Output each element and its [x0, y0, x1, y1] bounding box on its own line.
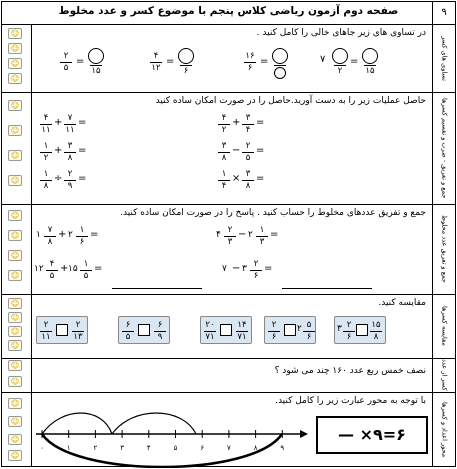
fraction: ۱ ۶ [76, 226, 88, 247]
whole-number: ۴ [216, 230, 221, 240]
smiley-icon: ☺ [8, 100, 22, 111]
smiley-icon: ☺ [8, 250, 22, 261]
fraction: ۷ ۸ [44, 226, 56, 247]
operator: + [58, 229, 67, 240]
operator: + [54, 117, 63, 128]
tick-label: ۵ [173, 444, 178, 452]
whole-number: ۲ [68, 230, 73, 240]
fraction: ۲ ۱۱ [41, 320, 51, 342]
smiley-icon: ☺ [8, 125, 22, 136]
section-instruction: حاصل عملیات زیر را به دست آورید.حاصل را در صورت امکان ساده کنید [155, 96, 426, 106]
equals-sign: = [78, 117, 87, 128]
section-number-line [32, 392, 432, 468]
tick-label: ۸ [253, 444, 258, 452]
header [2, 2, 455, 25]
fraction: ۴ ۱۱ [41, 113, 51, 135]
fraction: ۱۵ [362, 48, 378, 76]
blank-circle[interactable] [362, 48, 378, 64]
topic-label: مقایسه کسرها [440, 306, 449, 346]
smiley-icon: ☺ [8, 210, 22, 221]
fraction: ۵ ۶ [303, 321, 315, 342]
compare-box [200, 316, 252, 344]
operator: × [232, 173, 241, 184]
fraction: ۲ ۶ [343, 321, 355, 342]
topic-label: محور اعداد و کسرها [440, 402, 449, 458]
fraction: ۷ ۱۱ [65, 113, 75, 135]
smiley-icon: ☺ [8, 150, 22, 161]
fraction: ۳ ۴ [242, 114, 254, 135]
fraction: ۶ ۹ [154, 321, 166, 342]
tick-label: ۴ [146, 444, 151, 452]
fraction: ۱ ۸ [40, 170, 52, 191]
blank-circle[interactable] [274, 67, 286, 79]
section-instruction: نصف خمس ربع عدد ۱۶۰ چند می شود ؟ [274, 366, 426, 376]
blank-circle[interactable] [178, 48, 194, 64]
section-equalities [32, 24, 432, 93]
equals-sign: = [256, 117, 265, 128]
rating-column [2, 24, 32, 466]
page-title: صفحه دوم آزمون ریاضی کلاس پنجم با موضوع کسر و عدد مخلوط [58, 5, 399, 17]
divider-line [282, 288, 372, 289]
compare-box [334, 316, 386, 344]
whole-number: ۱ [36, 230, 41, 240]
blank-circle[interactable] [272, 48, 288, 64]
whole-number: ۱۲ [34, 264, 44, 274]
equals-sign: = [78, 145, 87, 156]
operator: + [54, 145, 63, 156]
arrow-head-icon [300, 430, 308, 438]
equals-sign: = [350, 56, 359, 67]
topic-cell [433, 24, 455, 93]
smiley-icon: ☺ [8, 326, 22, 337]
tick-label: ۳ [120, 444, 124, 452]
fraction: ۲ ۹ [64, 170, 76, 191]
fraction: ۱۶ ۶ [245, 51, 255, 73]
worksheet [1, 1, 456, 467]
equals-sign: = [78, 173, 87, 184]
smiley-icon: ☺ [8, 270, 22, 281]
whole-number: ۳ [337, 324, 342, 334]
whole-number: ۱۵ [68, 264, 78, 274]
section-instruction: مقایسه کنید. [378, 298, 426, 308]
compare-blank[interactable] [356, 324, 368, 336]
section-operations [32, 92, 432, 205]
equals-sign: = [76, 56, 85, 67]
compare-blank[interactable] [220, 324, 232, 336]
fraction: ۳ ۸ [64, 142, 76, 163]
fraction: ۲۰ ۷۱ [205, 320, 215, 342]
rating-row-2 [2, 92, 31, 205]
fraction: ۲ [332, 48, 348, 76]
smiley-icon: ☺ [8, 416, 22, 427]
operator: ÷ [54, 173, 63, 184]
equals-sign: = [256, 173, 265, 184]
tick-label: ۶ [200, 444, 205, 452]
topic-cell [433, 358, 455, 393]
equals-sign: = [256, 145, 265, 156]
topic-label: جمع و تفریق عدد مخلوط [440, 215, 449, 283]
operator: − [232, 263, 241, 274]
fraction: ۱ ۵ [80, 260, 92, 281]
smiley-icon: ☺ [8, 230, 22, 241]
equals-sign: = [270, 229, 279, 240]
fraction: ۶ [178, 48, 194, 76]
fraction [272, 48, 288, 79]
rating-row-3 [2, 204, 31, 295]
topic-cell [433, 92, 455, 205]
compare-blank[interactable] [56, 324, 68, 336]
fraction: ۲ ۳ [224, 226, 236, 247]
operator: − [232, 145, 241, 156]
equals-sign: = [260, 56, 269, 67]
fraction: ۲ ۵ [242, 142, 254, 163]
smiley-icon: ☺ [8, 43, 22, 54]
topic-label: جمع و تفریق - ضرب و تقسیم کسرها [440, 97, 449, 199]
fraction: ۴ ۵ [46, 260, 58, 281]
smiley-icon: ☺ [8, 376, 22, 387]
section-mixed-numbers [32, 204, 432, 295]
equals-sign: = [94, 263, 103, 274]
smiley-icon: ☺ [8, 73, 22, 84]
smiley-icon: ☺ [8, 398, 22, 409]
section-instruction: در تساوی های زیر جاهای خالی را کامل کنید . [256, 28, 426, 38]
equals-sign: = [264, 263, 273, 274]
total-arc [42, 434, 285, 467]
smiley-icon: ☺ [8, 312, 22, 323]
fraction: ۲ ۶ [250, 260, 262, 281]
tick-label: ۱ [66, 444, 71, 452]
whole-number: ۲ [297, 324, 302, 334]
smiley-icon: ☺ [8, 360, 22, 371]
compare-box [264, 316, 316, 344]
questions-area [32, 24, 432, 466]
compare-blank[interactable] [284, 324, 296, 336]
section-instruction: جمع و تفریق عددهای مخلوط را حساب کنید . پاسخ را در صورت امکان ساده کنید. [120, 208, 426, 218]
equals-sign: = [166, 56, 175, 67]
fraction: ۱ ۳ [256, 226, 268, 247]
jump-arc [42, 413, 112, 434]
smiley-icon: ☺ [8, 340, 22, 351]
operator: + [60, 263, 69, 274]
section-fraction-of-number [32, 358, 432, 393]
whole-number: ۳ [242, 264, 247, 274]
fraction: ۴ ۱۲ [151, 51, 161, 73]
operator: − [238, 229, 247, 240]
rating-row-5 [2, 358, 31, 393]
whole-number: ۲ [248, 230, 253, 240]
fraction: ۳ ۸ [218, 142, 230, 163]
rating-row-1 [2, 24, 31, 93]
fraction: ۴ ۲ [218, 114, 230, 135]
topic-cell [433, 204, 455, 295]
compare-blank[interactable] [138, 324, 150, 336]
tick-label: ۹ [280, 444, 285, 452]
whole-number: ۷ [320, 54, 326, 65]
fraction: ۱ ۲ [40, 142, 52, 163]
section-compare [32, 294, 432, 359]
topic-column [432, 24, 455, 466]
topic-cell [433, 294, 455, 359]
fraction: ۶ ۵ [122, 321, 134, 342]
smiley-icon: ☺ [8, 58, 22, 69]
compare-box [118, 316, 170, 344]
fraction: ۱۵ [88, 48, 104, 76]
topic-label: تساوی های کسر [440, 35, 449, 81]
compare-box [36, 316, 88, 344]
jump-arc [112, 413, 196, 434]
topic-label: کسر از عدد [440, 359, 449, 391]
fraction: ۱۴ ۷۱ [237, 320, 247, 342]
rating-row-4 [2, 294, 31, 359]
section-instruction: با توجه به محور عبارت زیر را کامل کنید. [275, 396, 426, 406]
operator: + [232, 117, 241, 128]
topic-cell [433, 392, 455, 468]
tick-label: ۷ [227, 444, 231, 452]
smiley-icon: ☺ [8, 298, 22, 309]
tick-label: ۰ [40, 444, 44, 452]
equals-sign: = [90, 229, 99, 240]
number-line [32, 392, 332, 468]
fraction: ۳ ۸ [242, 170, 254, 191]
rating-row-6 [2, 392, 31, 468]
smiley-icon: ☺ [8, 450, 22, 461]
fraction: ۲ ۱۳ [73, 320, 83, 342]
tick-label: ۲ [93, 444, 98, 452]
score-header: ۹ [432, 2, 455, 24]
divider-line [112, 288, 202, 289]
smiley-icon: ☺ [8, 434, 22, 445]
result-box[interactable]: — ×۹=۶ [316, 416, 428, 454]
blank-circle[interactable] [332, 48, 348, 64]
fraction: ۱ ۴ [218, 170, 230, 191]
fraction: ۱۵ ۸ [371, 320, 381, 342]
smiley-icon: ☺ [8, 175, 22, 186]
fraction: ۲ ۶ [268, 321, 280, 342]
fraction: ۲ ۵ [60, 52, 72, 73]
smiley-icon: ☺ [8, 28, 22, 39]
blank-circle[interactable] [88, 48, 104, 64]
whole-number: ۷ [222, 264, 227, 274]
